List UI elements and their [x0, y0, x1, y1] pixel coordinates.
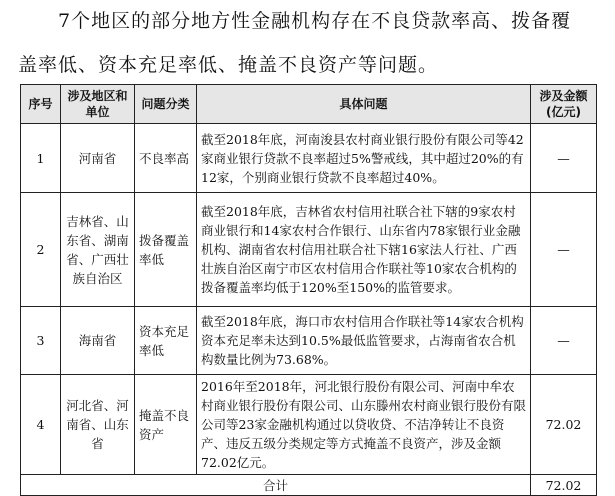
header-amount: 涉及金额(亿元): [531, 85, 597, 124]
header-num: 序号: [21, 85, 61, 124]
row-num: 3: [21, 307, 61, 375]
row-num: 2: [21, 193, 61, 307]
header-type: 问题分类: [135, 85, 197, 124]
intro-line-1: 7个地区的部分地方性金融机构存在不良贷款率高、拨备覆: [58, 10, 572, 32]
row-num: 1: [21, 124, 61, 193]
row-type: 资本充足率低: [135, 307, 197, 375]
row-region: 吉林省、山东省、湖南省、广西壮族自治区: [61, 193, 135, 307]
row-region: 河南省: [61, 124, 135, 193]
row-type: 拨备覆盖率低: [135, 193, 197, 307]
intro-line-2: 盖率低、资本充足率低、掩盖不良资产等问题。: [18, 54, 439, 76]
row-detail: 2016年至2018年，河北银行股份有限公司、河南中牟农村商业银行股份有限公司、山东滕州农村商业银行股份有限公司等23家金融机构通过以贷收贷、不洁净转让不良资产、违反五级分类规定等方式掩盖不良资产，涉及金额72.02亿元。: [197, 375, 531, 475]
header-detail: 具体问题: [197, 85, 531, 124]
header-region: 涉及地区和单位: [61, 85, 135, 124]
total-label: 合计: [21, 475, 531, 496]
row-detail: 截至2018年底，海口市农村信用合作联社等14家农合机构资本充足率未达到10.5%最低监管要求，占海南省农合机构数量比例为73.68%。: [197, 307, 531, 375]
row-amount: —: [531, 193, 597, 307]
row-amount: —: [531, 124, 597, 193]
table-row: [21, 124, 597, 193]
table-row: [21, 375, 597, 475]
row-region: 河北省、河南省、山东省: [61, 375, 135, 475]
row-type: 不良率高: [135, 124, 197, 193]
row-num: 4: [21, 375, 61, 475]
problem-table: [20, 84, 597, 496]
table-header-row: [21, 85, 597, 124]
total-amount: 72.02: [531, 475, 597, 496]
total-row: [21, 475, 597, 496]
row-amount: 72.02: [531, 375, 597, 475]
row-region: 海南省: [61, 307, 135, 375]
table-row: [21, 307, 597, 375]
row-type: 掩盖不良资产: [135, 375, 197, 475]
row-detail: 截至2018年底，河南浚县农村商业银行股份有限公司等42家商业银行贷款不良率超过5%警戒线，其中超过20%的有12家，个别商业银行贷款不良率超过40%。: [197, 124, 531, 193]
row-amount: —: [531, 307, 597, 375]
row-detail: 截至2018年底，吉林省农村信用社联合社下辖的9家农村商业银行和14家农村合作银行、山东省内78家银行业金融机构、湖南省农村信用社联合社下辖16家法人行社、广西壮族自治区南宁市区农村信用合作联社等10家农合机构的拨备覆盖率均低于120%至150%的监管要求。: [197, 193, 531, 307]
table-row: [21, 193, 597, 307]
